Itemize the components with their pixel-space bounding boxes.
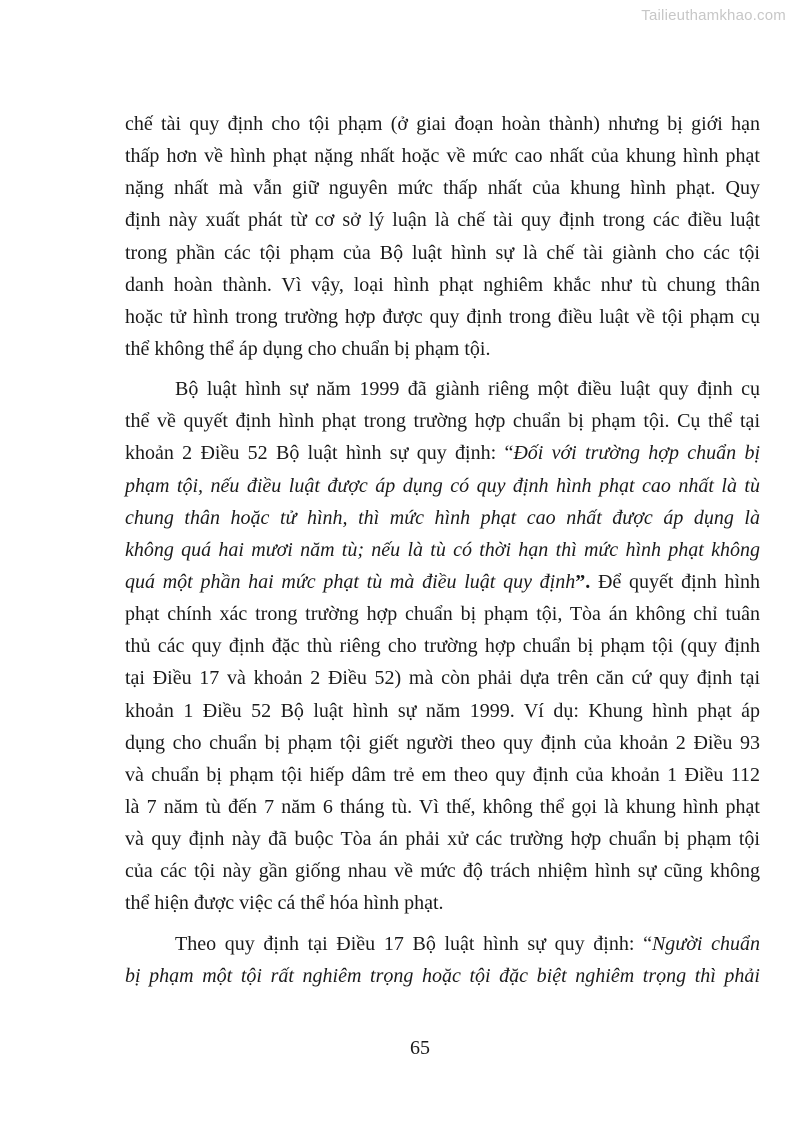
text-run: là 7 năm tù đến 7 năm 6 tháng tù. Vì thế, không thể gọi là khung hình phạt [125,795,760,818]
text-run: danh hoàn thành. Vì vậy, loại hình phạt nghiêm khắc như tù chung thân [125,273,760,296]
text-run: Để quyết định hình [590,570,760,593]
text-run: Bộ luật hình sự năm 1999 đã giành riêng một điều luật quy định cụ [175,378,760,401]
document-body [125,108,760,1000]
text-line [125,960,760,992]
text-line [125,887,760,919]
text-line [125,140,760,172]
text-run: nặng nhất mà vẫn giữ nguyên mức thấp nhất của khung hình phạt. Quy [125,177,760,200]
text-line [125,237,760,269]
italic-text-run: không quá hai mươi năm tù; nếu là tù có thời hạn thì mức hình phạt không [125,538,760,561]
italic-text-run: Người chuẩn [651,932,760,955]
text-run: thủ các quy định đặc thù riêng cho trường hợp chuẩn bị phạm tội (quy định [125,635,760,658]
italic-text-run: Đối với trường hợp chuẩn bị [513,442,760,465]
text-line [125,791,760,823]
text-line [125,108,760,140]
page-number: 65 [410,1037,430,1059]
paragraph-1 [125,108,760,365]
text-line [125,437,760,469]
text-line [125,855,760,887]
text-run: thể về quyết định hình phạt trong trường hợp chuẩn bị phạm tội. Cụ thể tại [125,410,760,433]
text-run: dụng cho chuẩn bị phạm tội giết người theo quy định của khoản 2 Điều 93 [125,731,760,754]
text-line [125,534,760,566]
italic-text-run: bị phạm một tội rất nghiêm trọng hoặc tội đặc biệt nghiêm trọng thì phải [125,964,760,987]
text-line [125,373,760,405]
text-line [125,823,760,855]
text-line [125,405,760,437]
paragraph-3 [125,928,760,992]
text-line [125,269,760,301]
text-line [125,172,760,204]
text-line [125,727,760,759]
text-run: khoản 1 Điều 52 Bộ luật hình sự năm 1999. Ví dụ: Khung hình phạt áp [125,699,760,722]
text-line [125,333,760,365]
text-line [125,204,760,236]
text-run: của các tội này gần giống nhau về mức độ trách nhiệm hình sự cũng không [125,860,760,883]
text-run: thể không thể áp dụng cho chuẩn bị phạm tội. [125,337,491,360]
text-run: hoặc tử hình trong trường hợp được quy định trong điều luật về tội phạm cụ [125,305,760,328]
italic-text-run: quá một phần hai mức phạt tù mà điều luật quy định [125,570,576,593]
text-run: Theo quy định tại Điều 17 Bộ luật hình sự quy định: “ [175,932,652,955]
text-run: trong phần các tội phạm của Bộ luật hình sự là chế tài giành cho các tội [125,241,760,264]
text-line [125,630,760,662]
text-run: định này xuất phát từ cơ sở lý luận là chế tài quy định trong các điều luật [125,209,760,232]
text-line [125,759,760,791]
text-run: tại Điều 17 và khoản 2 Điều 52) mà còn phải dựa trên căn cứ quy định tại [125,667,760,690]
text-line [125,470,760,502]
watermark: Tailieuthamkhao.com [641,7,786,24]
italic-text-run: phạm tội, nếu điều luật được áp dụng có quy định hình phạt cao nhất là tù [125,474,760,497]
text-line [125,566,760,598]
text-run: khoản 2 Điều 52 Bộ luật hình sự quy định: “ [125,442,514,465]
text-line [125,301,760,333]
text-run: thấp hơn về hình phạt nặng nhất hoặc về mức cao nhất của khung hình phạt [125,145,760,168]
italic-text-run: chung thân hoặc tử hình, thì mức hình phạt cao nhất được áp dụng là [125,506,760,529]
paragraph-2 [125,373,760,919]
text-line [125,502,760,534]
text-line [125,695,760,727]
text-line [125,598,760,630]
text-run: thể hiện được việc cá thể hóa hình phạt. [125,892,444,915]
text-line [125,662,760,694]
text-run: phạt chính xác trong trường hợp chuẩn bị phạm tội, Tòa án không chỉ tuân [125,603,760,626]
text-run: và quy định này đã buộc Tòa án phải xử các trường hợp chuẩn bị phạm tội [125,828,760,851]
bold-text-run: ”. [575,570,591,593]
text-run: và chuẩn bị phạm tội hiếp dâm trẻ em theo quy định của khoản 1 Điều 112 [125,763,760,786]
text-run: chế tài quy định cho tội phạm (ở giai đoạn hoàn thành) nhưng bị giới hạn [125,113,760,135]
text-line [125,928,760,960]
